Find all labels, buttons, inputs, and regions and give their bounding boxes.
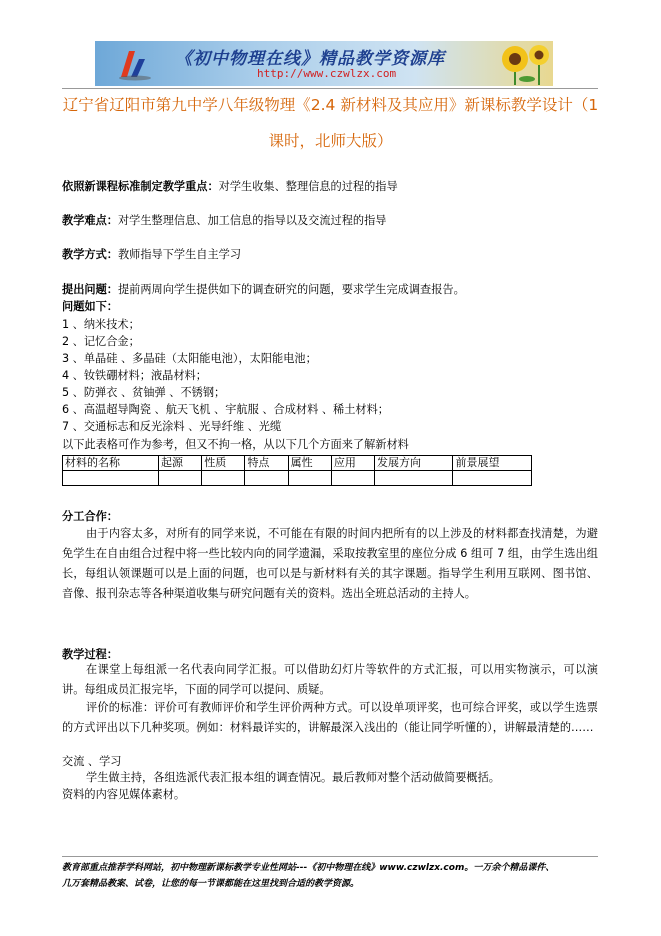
question-item: 3 、单晶硅 、多晶硅（太阳能电池），太阳能电池； <box>62 352 317 365</box>
table-header-cell: 特点 <box>245 456 288 471</box>
question-item: 2 、记忆合金； <box>62 335 140 348</box>
table-cell <box>63 471 159 486</box>
process-subheading: 交流 、学习 <box>62 755 122 768</box>
key-point <box>62 178 602 195</box>
footer <box>62 860 602 892</box>
banner-url[interactable]: http://www.czwlzx.com <box>257 67 397 80</box>
process-paragraph-4: 资料的内容见媒体素材。 <box>62 788 186 801</box>
sunflower-icon <box>495 43 551 85</box>
table-header-cell: 前景展望 <box>453 456 532 471</box>
table-row <box>63 471 532 486</box>
difficulty <box>62 212 602 229</box>
process-label: 教学过程： <box>62 648 118 661</box>
process-paragraph-2: 评价的标准：评价可有教师评价和学生评价两种方式。可以设单项评奖，也可综合评奖，或以学生选票的方式评出以下几种奖项。例如：材料最详实的，讲解最深入浅出的（能让同学听懂的），讲解最清楚的…… <box>62 701 598 734</box>
method-text: 教师指导下学生自主学习 <box>117 248 242 261</box>
footer-line-1: 教育部重点推荐学科网站，初中物理新课标教学专业性网站---《初中物理在线》www.czwlzx.com。一万余个精品课件、 <box>62 863 555 873</box>
question-item: 6 、高温超导陶瓷 、航天飞机 、宇航服 、合成材料 、稀土材料； <box>62 403 389 416</box>
table-header-cell: 起源 <box>159 456 202 471</box>
table-header-cell: 性质 <box>202 456 245 471</box>
table-cell <box>453 471 532 486</box>
question-item: 7 、交通标志和反光涂料 、光导纤维 、光缆 <box>62 420 282 433</box>
question-item: 1 、纳米技术； <box>62 318 140 331</box>
table-header-cell: 发展方向 <box>375 456 453 471</box>
question-label: 提出问题： <box>62 283 118 296</box>
question <box>62 281 602 298</box>
method <box>62 246 602 263</box>
difficulty-label: 教学难点： <box>62 214 118 227</box>
document-title-line-1: 辽宁省辽阳市第九中学八年级物理《2.4 新材料及其应用》新课标教学设计（1 <box>62 96 599 114</box>
site-banner <box>95 41 553 86</box>
banner-title: 《初中物理在线》精品教学资源库 <box>175 49 445 69</box>
question-list-label: 问题如下： <box>62 300 118 313</box>
question-item: 4 、钕铁硼材料；液晶材料； <box>62 369 207 382</box>
key-point-label: 依照新课程标准制定教学重点： <box>62 180 219 193</box>
table-cell <box>375 471 453 486</box>
table-header-cell: 属性 <box>288 456 331 471</box>
table-header-cell: 应用 <box>331 456 374 471</box>
method-label: 教学方式： <box>62 248 118 261</box>
division-text: 由于内容太多，对所有的同学来说，不可能在有限的时间内把所有的以上涉及的材料都查找清楚，为避免学生在自由组合过程中将一些比较内向的同学遗漏，采取按教室里的座位分成 6 组可 7 组，由学生选出组长，每组认领课题可以是上面的问题，也可以是与新材料有关的其字课题。指导学生利用互联网、图书馆、音像、报刊杂志等各种渠道收集与研究问题有关的资料。选出全班总活动的主持人。 <box>62 527 598 600</box>
process-paragraph-3: 学生做主持，各组选派代表汇报本组的调查情况。最后教师对整个活动做简要概括。 <box>86 771 500 784</box>
table-cell <box>288 471 331 486</box>
table-header-cell: 材料的名称 <box>63 456 159 471</box>
process-paragraph-1: 在课堂上每组派一名代表向同学汇报。可以借助幻灯片等软件的方式汇报，可以用实物演示，可以演讲。每组成员汇报完毕，下面的同学可以提问、质疑。 <box>62 663 598 696</box>
table-cell <box>159 471 202 486</box>
footer-line-2: 几万套精品教案、试卷，让您的每一节课都能在这里找到合适的教学资源。 <box>62 879 360 889</box>
document-title-line-2: 课时，北师大版） <box>268 132 393 150</box>
footer-divider <box>62 856 598 857</box>
table-cell <box>202 471 245 486</box>
site-logo-icon <box>117 47 153 81</box>
table-cell <box>331 471 374 486</box>
difficulty-text: 对学生整理信息、加工信息的指导以及交流过程的指导 <box>117 214 387 227</box>
table-header-row <box>63 456 532 471</box>
table-cell <box>245 471 288 486</box>
materials-table <box>62 455 532 486</box>
key-point-text: 对学生收集、整理信息的过程的指导 <box>218 180 398 193</box>
question-item: 5 、防弹衣 、贫铀弹 、不锈钢； <box>62 386 226 399</box>
table-intro: 以下此表格可作为参考，但又不拘一格，从以下几个方面来了解新材料 <box>62 438 409 451</box>
division-label: 分工合作： <box>62 510 118 523</box>
question-text: 提前两周向学生提供如下的调查研究的问题，要求学生完成调查报告。 <box>117 283 465 296</box>
